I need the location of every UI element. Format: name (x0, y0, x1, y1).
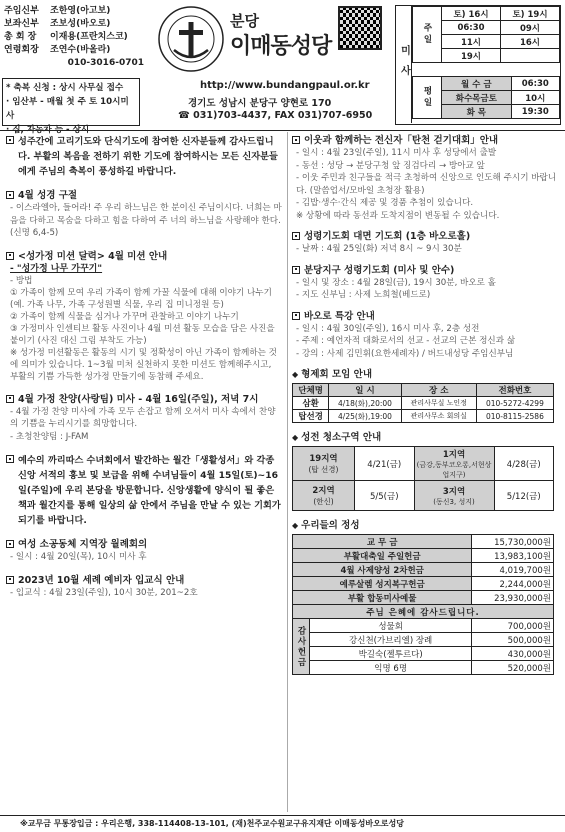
bullet-icon (292, 312, 300, 320)
staff-row: 연령회장 조연수(바올라) (4, 45, 111, 55)
offering-table (292, 534, 554, 675)
table-row: 삼환 4/18(화),20:00 관리사무실 노인정 010-5272-4299 (293, 397, 554, 410)
bullet-icon (292, 266, 300, 274)
mass-schedule (395, 5, 561, 125)
mass-label: 미사 (396, 6, 412, 123)
table-row: 익명 6명 520,000원 (293, 661, 554, 675)
note-pregnant: · 임산부 - 매월 첫 주 토 10시미사 (6, 97, 129, 121)
diamond-icon: ◆ (292, 370, 299, 379)
qr-code-icon (338, 6, 382, 50)
table-row: 감사헌금 성물회 700,000원 (293, 619, 554, 633)
table-row: 예루살렘 성지복구헌금 2,244,000원 (293, 577, 554, 591)
right-column (292, 134, 560, 675)
bullet-icon (6, 455, 14, 463)
church-phone: ☎ 031)703-4437, FAX 031)707-6950 (178, 110, 373, 121)
table-row: 부활대축일 주일헌금 13,983,100원 (293, 549, 554, 563)
section-bible-verse: 4월 성경 구절 - 이스라엘아, 들어라! 주 우리 하느님은 한 분이신 주님이시다. 너희는 마음을 다하고 목숨을 다하고 힘을 다하여 주 너의 하느님을 사랑해야 한다. (신명 6,4-5) (6, 189, 282, 240)
logo-title-small: 분당 (230, 12, 259, 30)
note-blessing: * 축복 신청 : 상시 사무실 접수 (6, 83, 124, 93)
staff-row: 보좌신부 조보성(바오로) (4, 19, 111, 29)
bullet-icon (6, 191, 14, 199)
thanks-banner: 주님 은혜에 감사드립니다. (293, 605, 554, 619)
logo-title-big: 이매동성당 (230, 34, 332, 59)
table-row: 탑선경 4/25(화),19:00 관리사무소 회의실 010-8115-2586 (293, 410, 554, 423)
header-divider (0, 130, 565, 131)
weekday-mass-table: 평일 월 수 금 06:30 화수목금토 10시 화 목 19:30 (412, 76, 560, 119)
section-living-bible: 예수의 까리따스 수녀회에서 발간하는 월간「생활성서」와 각종 신앙 서적의 홍보 및 보급을 위해 수녀님들이 4월 15일(토)~16일(주일)에 우리 본당을 방문합니다. 신앙생활에 양식이 될 좋은 책과 월간지를 통해 일상의 삶 안에서 주님을 만날 수 있는 기회가 되기를 바랍니다. (6, 453, 282, 528)
diamond-icon: ◆ (292, 521, 299, 530)
section-walking-event: 이웃과 함께하는 전신자「탄천 걷기대회」안내 - 일시 : 4월 23일(주일), 11시 미사 후 성당에서 출발 - 동선 : 성당 → 분당구청 앞 징검다리 → 방아교 앞 - 이웃 주민과 친구들을 적극 초청하여 신앙으로 인도해 주시기 바랍니다. (말씀업서/모바일 초청장 활용) - 김밥·생수·간식 제공 및 경품 추첨이 있습니다. ※ 상황에 따라 동선과 도착지점이 변동될 수 있습니다. (292, 134, 560, 222)
staff-row: 주임신부 조한영(아고보) (4, 6, 111, 16)
section-family-praise-mass: 4월 가정 찬양(사랑팀) 미사 - 4월 16일(주일), 저녁 7시 - 4월 가정 찬양 미사에 가족 모두 손잡고 함께 오셔서 미사 속에서 찬양의 기쁨을 누리시기를 희망합니다. - 초청찬양팀 : J-FAM (6, 393, 282, 444)
bullet-icon (292, 136, 300, 144)
section-family-mission: <성가정 미션 달력> 4월 미션 안내 - "성가정 나무 가꾸기" - 방법 ① 가족이 함께 모여 우리 가족이 함께 가꿀 식물에 대해 이야기 나누기 (예. 가족 나무, 가족 구성원별 식물, 우리 집 미니정원 등) ② 가족이 함께 식물을 심거나 가꾸며 관찰하고 이야기 나누기 ③ 가정미사 인센티브 활동 사진이나 4월 미션 활동 모습을 담은 사진을 붙이기 (사진 대신 그림 부착도 가능) ※ 성가정 미션활동은 활동의 시기 및 정확성이 아닌 가족이 함께하는 것에 의미가 있습니다. 1~3월 미처 실천하지 못한 미션도 함께해주시고, 부활의 기쁨 가득한 성가정 만들기에 동참해 주세요. (6, 250, 282, 383)
section-cleaning: ◆ 성전 청소구역 안내 19지역 (탑 선경) 4/21(금) 1지역 (금강,동부코오롱,서현상업지구) 4/28(금) 2지역 (한신) 5/5(금) 3지역 (동신3, 성지) 5/12(금) (292, 431, 560, 511)
table-row: 19지역 (탑 선경) 4/21(금) 1지역 (금강,동부코오롱,서현상업지구) 4/28(금) (293, 447, 554, 481)
section-paul-lecture: 바오로 특강 안내 - 일시 : 4월 30일(주일), 16시 미사 후, 2층 성전 - 주제 : 예언자적 대화로서의 선교 - 선교의 근본 정신과 삶 - 강의 : 사제 김민휘(요한세례자) / 버드내성당 주임신부님 (292, 310, 560, 361)
staff-row: 010-3016-0701 (67, 58, 144, 68)
parish-notes-box (2, 78, 140, 135)
bullet-icon (6, 395, 14, 403)
header (0, 0, 565, 135)
footer-divider (0, 815, 565, 816)
church-emblem-icon (150, 4, 232, 74)
section-brotherhood-meeting: ◆ 형제회 모임 안내 단체명 일 시 장 소 전화번호 삼환 4/18(화),20:00 관리사무실 노인정 010-5272-4299 탑선경 4/25(화),19:00 관리사무소 회의실 010-8115-2586 (292, 368, 560, 423)
cleaning-table (292, 446, 554, 511)
staff-row: 총 회 장 이재용(프란치스코) (4, 32, 128, 42)
section-district-prayer: 분당지구 성령기도회 (미사 및 안수) - 일시 및 장소 : 4월 28일(금), 19시 30분, 바오로 홀 - 지도 신부님 : 사제 노희철(베드로) (292, 264, 560, 302)
table-row: 4월 사제양성 2차헌금 4,019,700원 (293, 563, 554, 577)
bullet-icon (6, 576, 14, 584)
diamond-icon: ◆ (292, 433, 299, 442)
logo-title (230, 10, 331, 60)
column-divider (287, 132, 288, 812)
left-column (6, 134, 282, 599)
table-row: 부활 합동미사예물 23,930,000원 (293, 591, 554, 605)
section-holy-spirit-prayer: 성령기도회 대면 기도회 (1층 바오로홀) - 날짜 : 4월 25일(화) 저녁 8시 ~ 9시 30분 (292, 230, 560, 256)
section-offering: ◆ 우리들의 정성 교 무 금 15,730,000원 부활대축일 주일헌금 13,983,100원 4월 사제양성 2차헌금 4,019,700원 예루살렘 성지복구헌금 2,244,000원 부활 합동미사예물 23,930,000원 주님 은혜에 감사드립니다. 감사헌금 성물회 700,000원 강신천(가브리엘) 장례 500,000원 박길숙(젤투르다) 430,000원 익명 6명 520,000원 (292, 519, 560, 675)
church-logo (150, 4, 232, 74)
table-row: 강신천(가브리엘) 장례 500,000원 (293, 633, 554, 647)
church-address: 경기도 성남시 분당구 양현로 170 (188, 98, 332, 109)
section-catechumen: 2023년 10월 세례 예비자 입교식 안내 - 입교식 : 4월 23일(주일), 10시 30분, 201~2호 (6, 574, 282, 600)
meeting-table: 단체명 일 시 장 소 전화번호 삼환 4/18(화),20:00 관리사무실 노인정 010-5272-4299 탑선경 4/25(화),19:00 관리사무소 회의실 010-8115-2586 (292, 383, 554, 423)
bullet-icon (6, 252, 14, 260)
table-row: 2지역 (한신) 5/5(금) 3지역 (동신3, 성지) 5/12(금) (293, 481, 554, 511)
section-women-meeting: 여성 소공동체 지역장 월례회의 - 일시 : 4월 20일(목), 10시 미사 후 (6, 538, 282, 564)
staff-list (4, 5, 144, 70)
bullet-icon (6, 136, 14, 144)
note-house: · 집, 자동차 등 - 상시 (6, 125, 90, 135)
footer-bank-info: ※교무금 무통장입금 : 우리은행, 338-114408-13-101, (재)천주교수원교구유지재단 이매동성바오로성당 (20, 819, 404, 828)
bullet-icon (6, 540, 14, 548)
website-link[interactable]: http://www.bundangpaul.or.kr (200, 80, 370, 91)
easter-thanks: 성주간에 고리기도와 단식기도에 참여한 신자분들께 감사드립니다. 부활의 복음을 전하기 위한 기도에 참여하시는 모든 신자분들에게 주님의 축복이 풍성하길 바랍니다. (6, 134, 282, 179)
table-row: 교 무 금 15,730,000원 (293, 535, 554, 549)
table-row: 박길숙(젤투르다) 430,000원 (293, 647, 554, 661)
sunday-mass-table: 주일 토) 16시 토) 19시 06:30 09시 11시 16시 19시 (412, 6, 560, 63)
bullet-icon (292, 232, 300, 240)
